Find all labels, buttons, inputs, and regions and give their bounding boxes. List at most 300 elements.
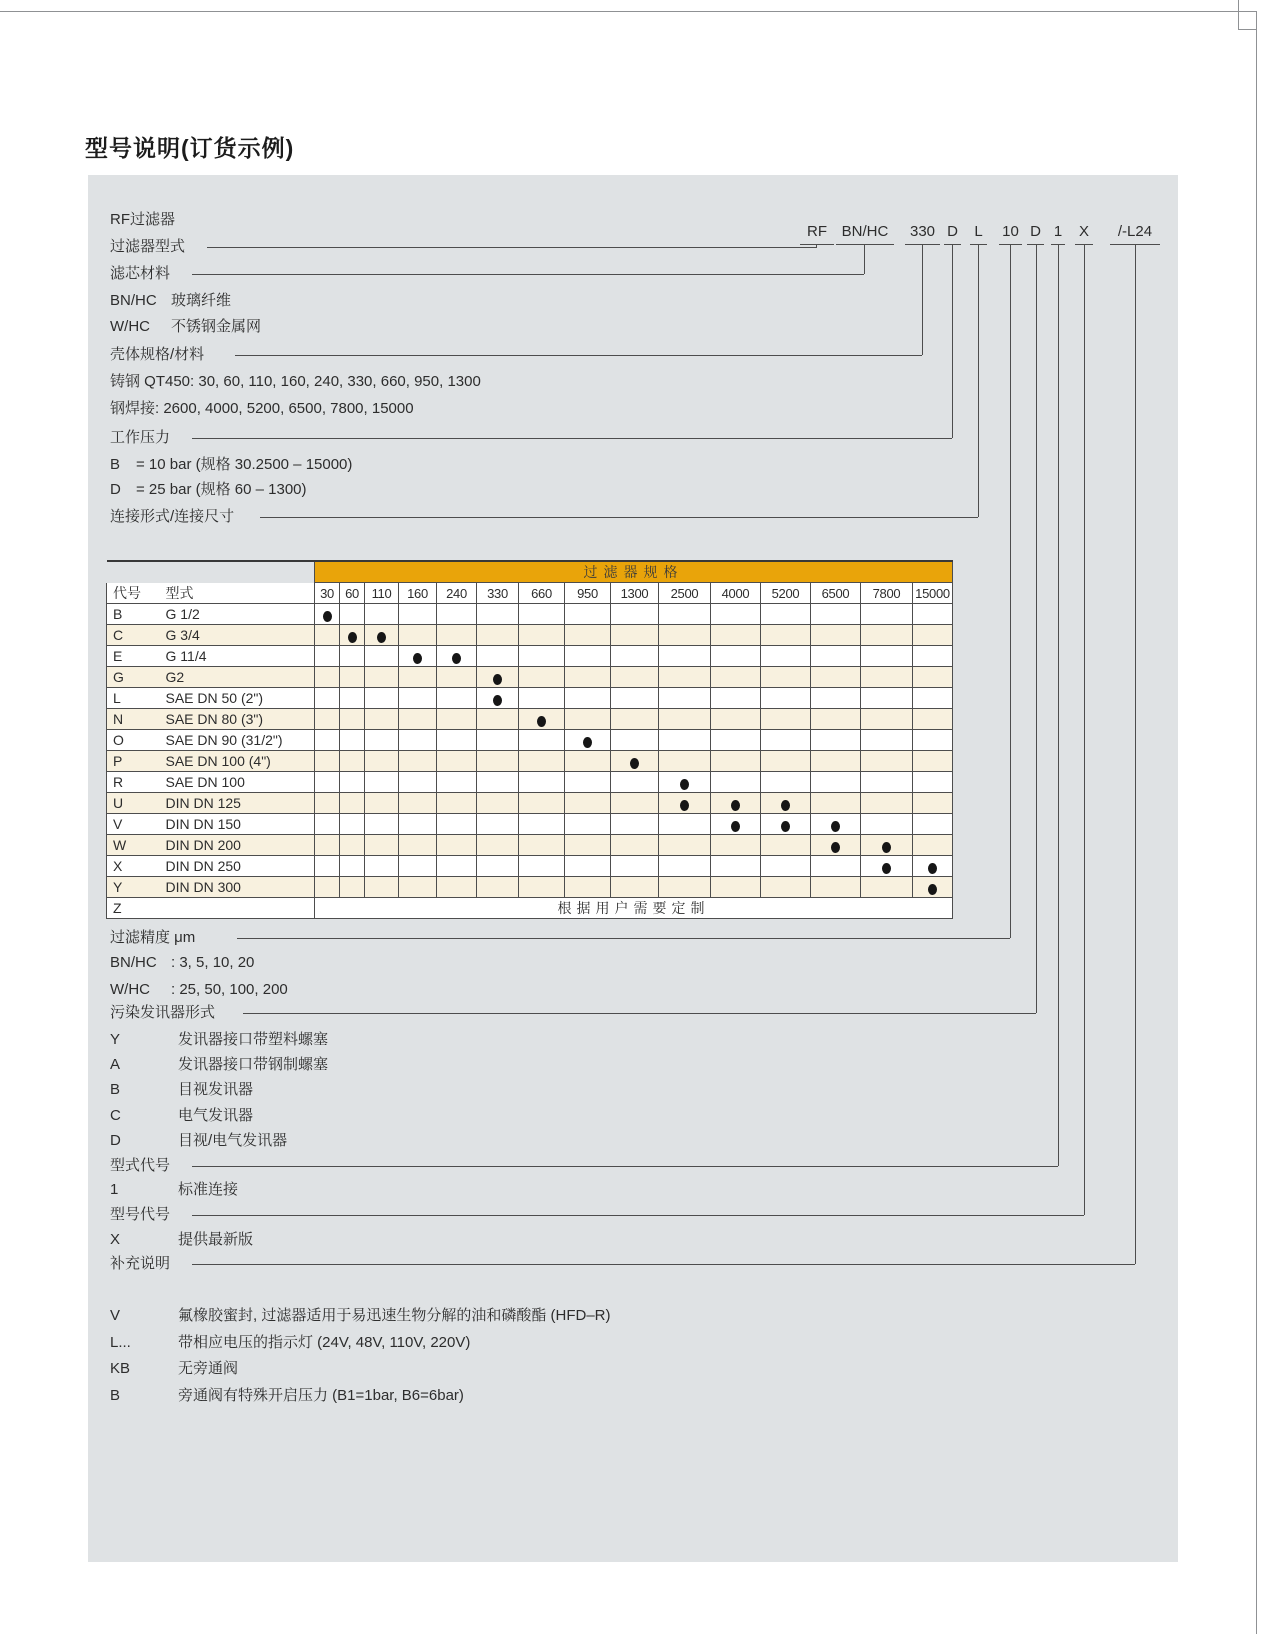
size-cell [437, 646, 477, 667]
connector-line [978, 244, 979, 517]
size-cell [365, 604, 399, 625]
size-cell [611, 646, 659, 667]
size-cell [861, 730, 913, 751]
size-cell [399, 667, 437, 688]
option-code: W/HC [110, 318, 150, 335]
supplement-option [110, 1359, 238, 1379]
row-type: SAE DN 90 (31/2") [151, 730, 315, 751]
option-desc: 氟橡胶蜜封, 过滤器适用于易迅速生物分解的油和磷酸酯 (HFD–R) [178, 1307, 611, 1324]
size-cell [477, 751, 519, 772]
media-label: 滤芯材料 [110, 265, 171, 282]
size-cell [611, 772, 659, 793]
connector-line [952, 244, 953, 438]
size-cell [861, 856, 913, 877]
size-cell [437, 730, 477, 751]
size-cell [659, 709, 711, 730]
option-desc: 旁通阀有特殊开启压力 (B1=1bar, B6=6bar) [178, 1387, 464, 1404]
size-cell [519, 709, 565, 730]
row-type: G 3/4 [151, 625, 315, 646]
option-code: Y [110, 1031, 121, 1048]
leader-line [192, 1215, 1084, 1216]
size-cell [861, 667, 913, 688]
size-cell [340, 772, 365, 793]
size-cell [913, 814, 953, 835]
option-code: B [110, 456, 121, 473]
size-cell [811, 730, 861, 751]
size-cell [761, 688, 811, 709]
size-cell [913, 667, 953, 688]
size-cell [611, 688, 659, 709]
fineness-option [110, 980, 288, 1000]
size-cell [399, 772, 437, 793]
row-type: DIN DN 250 [151, 856, 315, 877]
size-cell [711, 814, 761, 835]
order-code-size: 330 [905, 221, 940, 245]
col-header-code: 代号 [107, 583, 151, 604]
option-desc: : 25, 50, 100, 200 [171, 981, 288, 998]
option-desc: 提供最新版 [178, 1231, 254, 1248]
size-cell [315, 709, 340, 730]
option-desc: = 10 bar (规格 30.2500 – 15000) [136, 456, 353, 473]
size-cell [811, 625, 861, 646]
size-cell [711, 856, 761, 877]
availability-dot [928, 884, 937, 895]
table-header-row [107, 561, 953, 583]
size-cell [340, 856, 365, 877]
size-cell [811, 877, 861, 898]
size-cell [761, 835, 811, 856]
size-cell [399, 856, 437, 877]
supplement-label: 补充说明 [110, 1255, 171, 1272]
leader-line [260, 517, 978, 518]
option-desc: 发讯器接口带塑料螺塞 [178, 1031, 329, 1048]
size-cell [365, 793, 399, 814]
size-cell [611, 667, 659, 688]
size-cell [477, 709, 519, 730]
pressure-option [110, 455, 352, 475]
option-code: BN/HC [110, 292, 157, 309]
filter-type-label: 过滤器型式 [110, 238, 186, 255]
size-cell [519, 751, 565, 772]
size-cell [761, 646, 811, 667]
indicator-option [110, 1131, 287, 1151]
availability-dot [348, 632, 357, 643]
size-cell [611, 625, 659, 646]
size-cell [437, 835, 477, 856]
size-cell [437, 814, 477, 835]
order-code-supplement: /-L24 [1110, 221, 1160, 245]
availability-dot [493, 695, 502, 706]
size-cell [565, 604, 611, 625]
size-cell [519, 646, 565, 667]
leader-line [192, 1264, 1135, 1265]
size-cell [761, 625, 811, 646]
size-cell [365, 709, 399, 730]
availability-dot [680, 800, 689, 811]
option-desc: 无旁通阀 [178, 1360, 239, 1377]
size-cell [565, 625, 611, 646]
size-cell [315, 856, 340, 877]
size-cell [315, 877, 340, 898]
size-cell [565, 793, 611, 814]
size-cell [565, 667, 611, 688]
size-cell [519, 814, 565, 835]
size-cell [913, 709, 953, 730]
size-cell [365, 625, 399, 646]
size-cell [611, 730, 659, 751]
option-code: C [110, 1107, 121, 1124]
size-cell [340, 625, 365, 646]
connector-line [1010, 244, 1011, 938]
size-cell [437, 793, 477, 814]
size-cell [711, 772, 761, 793]
availability-dot [630, 758, 639, 769]
size-cell [611, 856, 659, 877]
row-code: P [107, 751, 151, 772]
size-cell [315, 772, 340, 793]
connector-line [1036, 244, 1037, 1013]
leader-line [243, 1013, 1036, 1014]
size-cell [913, 793, 953, 814]
size-cell [565, 877, 611, 898]
size-cell [913, 835, 953, 856]
col-header-size: 15000 [913, 583, 953, 604]
size-cell [340, 688, 365, 709]
option-desc: 不锈钢金属网 [171, 318, 262, 335]
col-header-size: 660 [519, 583, 565, 604]
connector-line [1135, 244, 1136, 1264]
table-row [107, 730, 953, 751]
size-cell [659, 730, 711, 751]
size-cell [437, 688, 477, 709]
size-cell [399, 751, 437, 772]
pressure-label: 工作压力 [110, 429, 171, 446]
availability-dot [831, 842, 840, 853]
size-cell [477, 646, 519, 667]
col-header-size: 950 [565, 583, 611, 604]
size-cell [365, 814, 399, 835]
rf-filter-label: RF过滤器 [110, 211, 175, 228]
order-code-fineness: 10 [999, 221, 1022, 245]
size-cell [315, 667, 340, 688]
row-type: SAE DN 100 [151, 772, 315, 793]
size-cell [611, 877, 659, 898]
row-code: O [107, 730, 151, 751]
size-cell [565, 856, 611, 877]
size-cell [861, 793, 913, 814]
supplement-option [110, 1333, 470, 1353]
size-cell [861, 835, 913, 856]
availability-dot [882, 842, 891, 853]
leader-line [207, 247, 816, 248]
option-desc: 目视/电气发讯器 [178, 1132, 288, 1149]
size-cell [437, 625, 477, 646]
size-cell [340, 793, 365, 814]
size-cell [315, 625, 340, 646]
indicator-option [110, 1030, 328, 1050]
fineness-option [110, 953, 254, 973]
option-code: B [110, 1387, 121, 1404]
size-cell [861, 877, 913, 898]
size-cell [761, 793, 811, 814]
size-cell [913, 856, 953, 877]
size-cell [659, 877, 711, 898]
availability-dot [731, 800, 740, 811]
row-type: SAE DN 80 (3") [151, 709, 315, 730]
table-row [107, 709, 953, 730]
size-cell [365, 877, 399, 898]
availability-dot [493, 674, 502, 685]
size-cell [477, 667, 519, 688]
option-code: D [110, 1132, 121, 1149]
size-cell [711, 793, 761, 814]
size-cell [811, 856, 861, 877]
size-cell [811, 814, 861, 835]
row-code: W [107, 835, 151, 856]
size-cell [659, 856, 711, 877]
size-cell [365, 856, 399, 877]
supplement-option [110, 1386, 464, 1406]
size-cell [365, 772, 399, 793]
connector-line [816, 244, 817, 248]
col-header-type: 型式 [151, 583, 315, 604]
size-cell [519, 730, 565, 751]
table-title: 过滤器规格 [315, 561, 953, 583]
size-cell [340, 730, 365, 751]
type-code-label: 型式代号 [110, 1157, 171, 1174]
option-code: D [110, 481, 121, 498]
size-cell [861, 751, 913, 772]
size-cell [519, 772, 565, 793]
availability-dot [831, 821, 840, 832]
size-cell [811, 604, 861, 625]
size-table [106, 560, 953, 919]
row-type: DIN DN 300 [151, 877, 315, 898]
option-desc: 带相应电压的指示灯 (24V, 48V, 110V, 220V) [178, 1334, 471, 1351]
col-header-size: 5200 [761, 583, 811, 604]
crop-mark-right-line [1256, 11, 1257, 1634]
size-cell [711, 688, 761, 709]
size-cell [519, 877, 565, 898]
size-cell [565, 835, 611, 856]
row-code: V [107, 814, 151, 835]
size-cell [340, 751, 365, 772]
option-desc: 目视发讯器 [178, 1081, 254, 1098]
crop-mark-top-line [0, 11, 1257, 12]
size-cell [611, 751, 659, 772]
size-cell [315, 688, 340, 709]
option-desc: 电气发讯器 [178, 1107, 254, 1124]
indicator-option [110, 1080, 253, 1100]
size-cell [365, 835, 399, 856]
housing-cast-line: 铸钢 QT450: 30, 60, 110, 160, 240, 330, 660, 950, 1300 [110, 373, 481, 390]
size-cell [519, 856, 565, 877]
table-row [107, 625, 953, 646]
availability-dot [452, 653, 461, 664]
table-row [107, 793, 953, 814]
size-cell [565, 814, 611, 835]
size-cell [711, 730, 761, 751]
availability-dot [680, 779, 689, 790]
table-row [107, 646, 953, 667]
option-desc: 发讯器接口带钢制螺塞 [178, 1056, 329, 1073]
size-cell [437, 709, 477, 730]
option-desc: 标准连接 [178, 1181, 239, 1198]
order-code-connection: L [970, 221, 987, 245]
size-cell [761, 772, 811, 793]
size-cell [659, 793, 711, 814]
option-code: B [110, 1081, 121, 1098]
availability-dot [882, 863, 891, 874]
size-cell [811, 835, 861, 856]
col-header-size: 1300 [611, 583, 659, 604]
size-cell [913, 877, 953, 898]
availability-dot [781, 800, 790, 811]
size-cell [811, 667, 861, 688]
size-cell [711, 646, 761, 667]
order-code-indicator: D [1027, 221, 1044, 245]
option-code: X [110, 1231, 121, 1248]
table-row [107, 835, 953, 856]
size-cell [761, 604, 811, 625]
size-cell [477, 814, 519, 835]
media-option [110, 291, 231, 311]
size-cell [711, 877, 761, 898]
size-cell [477, 730, 519, 751]
availability-dot [928, 863, 937, 874]
connector-line [1084, 244, 1085, 1215]
size-cell [365, 751, 399, 772]
housing-welded-line: 钢焊接: 2600, 4000, 5200, 6500, 7800, 15000 [110, 400, 414, 417]
size-cell [811, 646, 861, 667]
size-cell [519, 604, 565, 625]
order-code-model: X [1075, 221, 1093, 245]
option-code: BN/HC [110, 954, 157, 971]
size-cell [399, 793, 437, 814]
indicator-option [110, 1106, 253, 1126]
indicator-label: 污染发讯器形式 [110, 1004, 216, 1021]
availability-dot [413, 653, 422, 664]
size-cell [315, 793, 340, 814]
col-header-size: 110 [365, 583, 399, 604]
housing-label: 壳体规格/材料 [110, 346, 205, 363]
crop-mark-notch-h [1238, 29, 1257, 30]
availability-dot [731, 821, 740, 832]
size-cell [761, 667, 811, 688]
row-code: C [107, 625, 151, 646]
row-type: SAE DN 100 (4") [151, 751, 315, 772]
size-cell [711, 709, 761, 730]
order-code-filter: RF [800, 221, 834, 245]
size-cell [399, 646, 437, 667]
size-cell [519, 688, 565, 709]
col-header-size: 2500 [659, 583, 711, 604]
col-header-size: 6500 [811, 583, 861, 604]
size-cell [315, 814, 340, 835]
leader-line [192, 274, 864, 275]
type-code-option [110, 1180, 238, 1200]
size-cell [519, 625, 565, 646]
size-cell [811, 751, 861, 772]
size-cell [477, 625, 519, 646]
row-code: U [107, 793, 151, 814]
option-code: KB [110, 1360, 131, 1377]
table-row [107, 772, 953, 793]
size-cell [659, 625, 711, 646]
row-type: SAE DN 50 (2") [151, 688, 315, 709]
size-cell [365, 688, 399, 709]
media-option [110, 317, 261, 337]
size-cell [811, 688, 861, 709]
size-cell [761, 730, 811, 751]
size-cell [315, 730, 340, 751]
col-header-size: 30 [315, 583, 340, 604]
table-row-custom [107, 898, 953, 919]
availability-dot [781, 821, 790, 832]
size-cell [861, 646, 913, 667]
size-cell [519, 667, 565, 688]
size-cell [861, 688, 913, 709]
size-cell [315, 835, 340, 856]
size-cell [437, 604, 477, 625]
size-cell [365, 646, 399, 667]
option-desc: = 25 bar (规格 60 – 1300) [136, 481, 307, 498]
row-code: E [107, 646, 151, 667]
col-header-size: 7800 [861, 583, 913, 604]
size-cell [565, 751, 611, 772]
row-type: G 1/2 [151, 604, 315, 625]
size-cell [913, 772, 953, 793]
size-cell [659, 772, 711, 793]
order-code-media: BN/HC [836, 221, 894, 245]
size-cell [565, 772, 611, 793]
size-cell [437, 772, 477, 793]
size-cell [913, 646, 953, 667]
crop-mark-notch-v [1238, 0, 1239, 29]
order-code-pressure: D [944, 221, 961, 245]
size-cell [340, 667, 365, 688]
size-cell [477, 793, 519, 814]
size-cell [399, 709, 437, 730]
size-cell [399, 604, 437, 625]
fineness-label: 过滤精度 μm [110, 929, 196, 946]
table-row [107, 751, 953, 772]
size-cell [437, 751, 477, 772]
size-cell [659, 814, 711, 835]
size-cell [861, 709, 913, 730]
size-cell [477, 877, 519, 898]
row-code: G [107, 667, 151, 688]
table-sizes-row [107, 583, 953, 604]
pressure-option [110, 480, 307, 500]
row-type: DIN DN 200 [151, 835, 315, 856]
size-cell [861, 814, 913, 835]
size-cell [315, 646, 340, 667]
size-cell [761, 856, 811, 877]
size-cell [811, 793, 861, 814]
connector-line [922, 244, 923, 355]
size-cell [437, 667, 477, 688]
table-row [107, 604, 953, 625]
size-cell [565, 688, 611, 709]
size-cell [861, 604, 913, 625]
size-cell [761, 877, 811, 898]
size-cell [861, 625, 913, 646]
size-cell [477, 835, 519, 856]
size-cell [340, 835, 365, 856]
option-code: L... [110, 1334, 131, 1351]
col-header-size: 60 [340, 583, 365, 604]
